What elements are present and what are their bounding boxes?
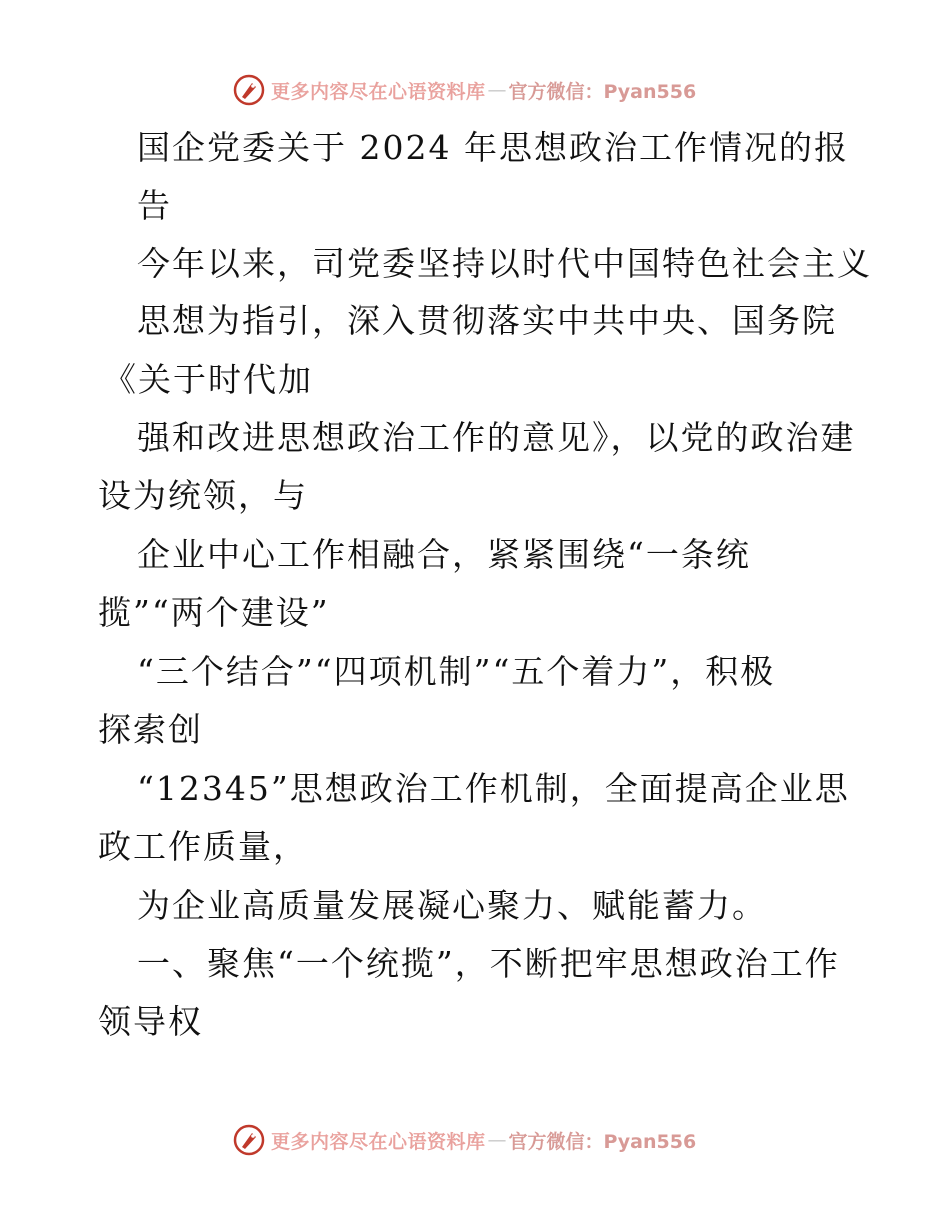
watermark-separator: — [487,1129,507,1151]
pen-nib-logo-icon [233,74,265,106]
paragraph-line: 设为统领，与 [98,476,308,515]
footer-watermark [233,1123,696,1157]
header-watermark [233,73,696,107]
section-heading-line-2: 领导权 [98,1002,203,1041]
paragraph-line: 揽”“两个建设” [98,593,330,632]
paragraph-line: 为企业高质量发展凝心聚力、赋能蓄力。 [137,886,767,925]
paragraph-line: “12345”思想政治工作机制，全面提高企业思 [137,769,850,808]
paragraph-line: 思想为指引，深入贯彻落实中共中央、国务院 [137,301,837,340]
document-title-line-1: 国企党委关于 2024 年思想政治工作情况的报 [137,128,849,167]
paragraph-line: 今年以来，司党委坚持以时代中国特色社会主义 [137,244,872,283]
watermark-separator: — [487,79,507,101]
watermark-wechat-text: 官方微信：Pyan556 [508,80,697,103]
paragraph-line: 企业中心工作相融合，紧紧围绕“一条统 [137,535,751,574]
paragraph-line: 强和改进思想政治工作的意见》，以党的政治建 [137,418,856,457]
document-title-line-2: 告 [137,186,172,225]
pen-nib-logo-icon [233,1124,265,1156]
paragraph-line: “三个结合”“四项机制”“五个着力”，积极 [137,652,776,691]
watermark-wechat-text: 官方微信：Pyan556 [508,1130,697,1153]
watermark-site-text: 更多内容尽在心语资料库 [271,80,486,103]
paragraph-line: 政工作质量， [98,827,308,866]
watermark-site-text: 更多内容尽在心语资料库 [271,1130,486,1153]
paragraph-line: 《关于时代加 [103,360,313,399]
section-heading-line-1: 一、聚焦“一个统揽”，不断把牢思想政治工作 [137,944,840,983]
paragraph-line: 探索创 [98,710,203,749]
